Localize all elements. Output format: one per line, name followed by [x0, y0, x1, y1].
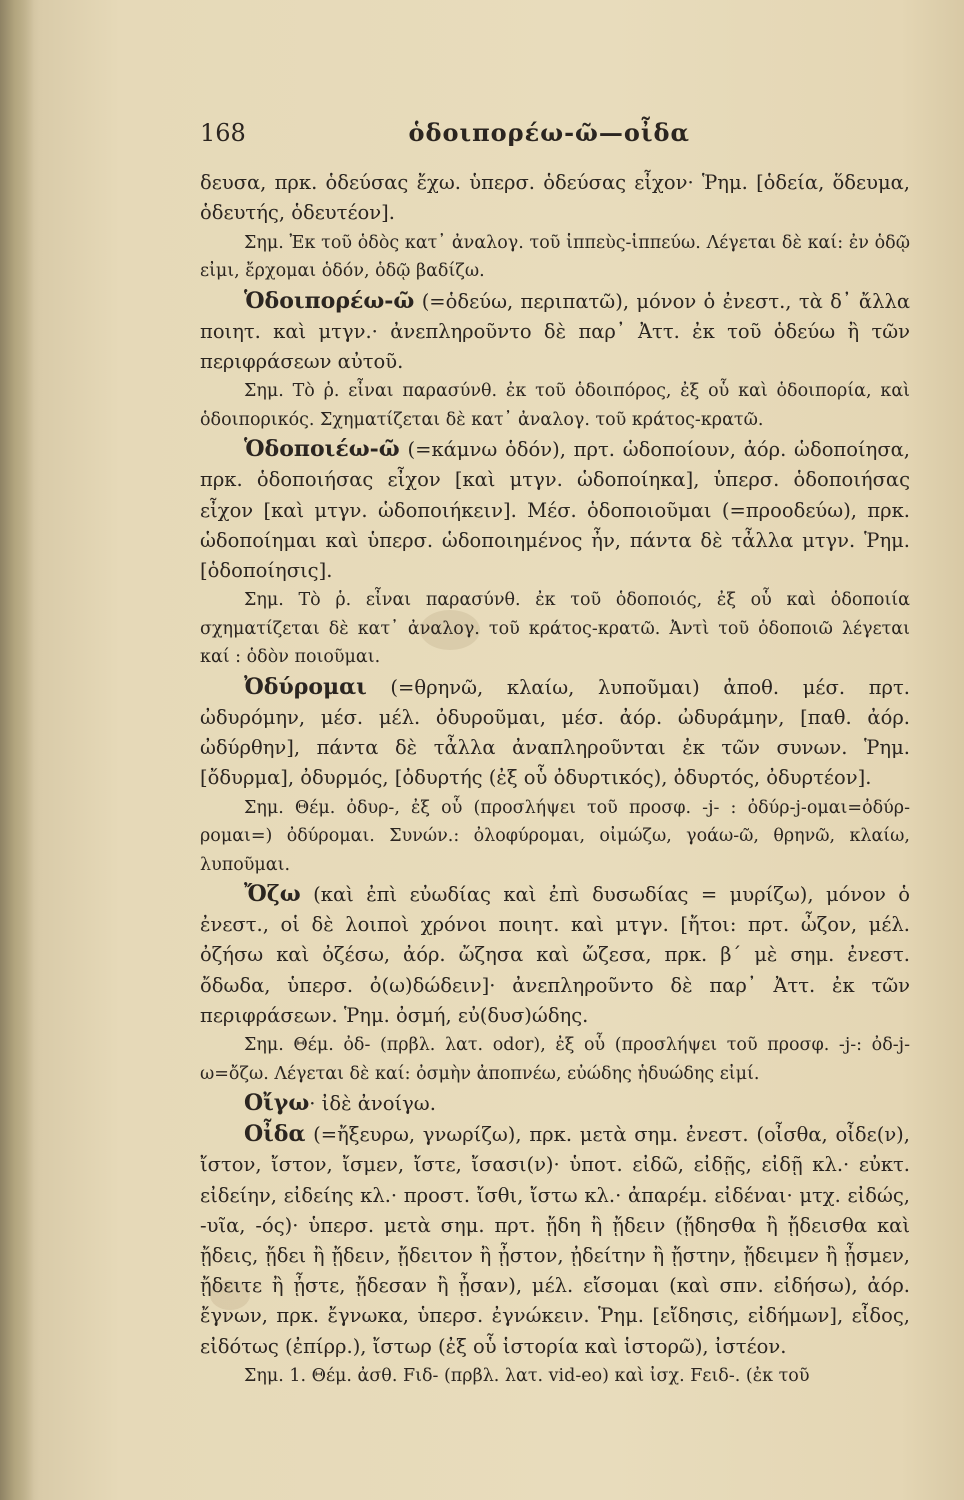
entry-headword: Ὁδοιπορέω-ῶ	[244, 287, 415, 314]
entry-headword: Ὄζω	[244, 881, 301, 908]
entry-body: (καὶ ἐπὶ εὐωδίας καὶ ἐπὶ δυσωδίας = μυρίζω), μόνον ὁ ἐνεστ., οἱ δὲ λοιποὶ χρόνοι ποιητ. καὶ μτγν. [ἤτοι: πρτ. ὦζον, μέλ. ὀζήσω καὶ ὀζέσω, ἀόρ. ὤζησα καὶ ὤζεσα, πρκ. β΄ μὲ σημ. ἐνεστ. ὄδωδα, ὑπερσ. ὀ(ω)δώδειν]· ἀνεπληροῦντο δὲ παρ᾽ Ἀττ. ἐκ τῶν περιφράσεων. Ῥημ. ὀσμή, εὐ(δυσ)ώδης.	[200, 883, 910, 1027]
dictionary-entry	[200, 879, 910, 1031]
dictionary-entry	[200, 1088, 910, 1119]
dictionary-entry	[200, 286, 910, 378]
text-block	[200, 118, 910, 1390]
dictionary-entry	[200, 434, 910, 586]
entry-continuation: δευσα, πρκ. ὁδεύσας ἔχω. ὑπερσ. ὁδεύσας εἶχον· Ῥημ. [ὁδεία, ὅδευμα, ὁδευτής, ὁδευτέον].	[200, 171, 910, 225]
entry-body: (=θρηνῶ, κλαίω, λυποῦμαι) ἀποθ. μέσ. πρτ. ὠδυρόμην, μέσ. μέλ. ὀδυροῦμαι, μέσ. ἀόρ. ὠδυράμην, [παθ. ἀόρ. ὠδύρθην], πάντα δὲ τἆλλα ἀναπληροῦνται ἐκ τῶν συνων. Ῥημ. [ὄδυρμα], ὀδυρμός, [ὀδυρτής (ἐξ οὗ ὀδυρτικός), ὀδυρτός, ὀδυρτέον].	[200, 675, 910, 790]
note-paragraph: Σημ. 1. Θέμ. ἀσθ. Fιδ- (πρβλ. λατ. vid-eo) καὶ ἰσχ. Fειδ-. (ἐκ τοῦ	[244, 1365, 810, 1386]
running-head: ὁδοιπορέω-ῶ—οἶδα	[408, 118, 690, 147]
page-binding-edge	[0, 0, 34, 1500]
entry-headword: Ὁδοποιέω-ῶ	[244, 436, 400, 463]
page-header	[200, 118, 910, 148]
note-paragraph: Σημ. Ἐκ τοῦ ὁδὸς κατ᾽ ἀναλογ. τοῦ ἱππεὺς-ἱππεύω. Λέγεται δὲ καί: ἐν ὁδῷ εἰμι, ἔρχομαι ὁδόν, ὁδῷ βαδίζω.	[200, 232, 910, 282]
entry-body: (=ὁδεύω, περιπατῶ), μόνον ὁ ἐνεστ., τὰ δ᾽ ἄλλα ποιητ. καὶ μτγν.· ἀνεπληροῦντο δὲ παρ᾽ Ἀττ. ἐκ τοῦ ὁδεύω ἢ τῶν περιφράσεων αὐτοῦ.	[200, 289, 910, 374]
note-paragraph: Σημ. Θέμ. ὀδ- (πρβλ. λατ. odor), ἐξ οὗ (προσλήψει τοῦ προσφ. -j-: ὀδ-j-ω=ὄζω. Λέγεται δὲ καί: ὀσμὴν ἀποπνέω, εὐώδης ἡδυώδης εἰμί.	[200, 1035, 910, 1084]
dictionary-entry	[200, 672, 910, 794]
note-paragraph: Σημ. Τὸ ῥ. εἶναι παρασύνθ. ἐκ τοῦ ὁδοποιός, ἐξ οὗ καὶ ὁδοποιία σχηματίζεται δὲ κατ᾽ ἀναλογ. τοῦ κράτος-κρατῶ. Ἀντὶ τοῦ ὁδοποιῶ λέγεται καί : ὁδὸν ποιοῦμαι.	[200, 590, 910, 668]
entry-headword: Οἴγω	[244, 1090, 310, 1117]
entry-headword: Οἶδα	[244, 1121, 306, 1148]
page-number: 168	[200, 119, 246, 147]
note-paragraph: Σημ. Θέμ. ὀδυρ-, ἐξ οὗ (προσλήψει τοῦ προσφ. -j- : ὀδύρ-j-ομαι=ὀδύρ-ρομαι=) ὀδύρομαι. Συνών.: ὀλοφύρομαι, οἰμώζω, γοάω-ῶ, θρηνῶ, κλαίω, λυποῦμαι.	[200, 797, 910, 875]
note-paragraph: Σημ. Τὸ ῥ. εἶναι παρασύνθ. ἐκ τοῦ ὁδοιπόρος, ἐξ οὗ καὶ ὁδοιπορία, καὶ ὁδοιπορικός. Σχηματίζεται δὲ κατ᾽ ἀναλογ. τοῦ κράτος-κρατῶ.	[200, 381, 910, 430]
entry-body: (=ἤξευρω, γνωρίζω), πρκ. μετὰ σημ. ἐνεστ. (οἶσθα, οἶδε(ν), ἴστον, ἴστον, ἴσμεν, ἴστε, ἴσασι(ν)· ὑποτ. εἰδῶ, εἰδῇς, εἰδῇ κλ.· εὐκτ. εἰδείην, εἰδείης κλ.· προστ. ἴσθι, ἴστω κλ.· ἀπαρέμ. εἰδέναι· μτχ. εἰδώς, -υῖα, -ός)· ὑπερσ. μετὰ σημ. πρτ. ᾔδη ἢ ᾔδειν (ᾔδησθα ἢ ᾔδεισθα καὶ ᾔδεις, ᾔδει ἢ ᾔδειν, ᾔδειτον ἢ ᾖστον, ᾐδείτην ἢ ᾔστην, ᾔδειμεν ἢ ᾖσμεν, ᾔδειτε ἢ ᾖστε, ᾔδεσαν ἢ ᾖσαν), μέλ. εἴσομαι (καὶ σπν. εἰδήσω), ἀόρ. ἔγνων, πρκ. ἔγνωκα, ὑπερσ. ἐγνώκειν. Ῥημ. [εἴδησις, εἰδήμων], εἶδος, εἰδότως (ἐπίρρ.), ἴστωρ (ἐξ οὗ ἱστορία καὶ ἱστορῶ), ἰστέον.	[200, 1123, 910, 1358]
dictionary-entry	[200, 1119, 910, 1362]
entry-body: (=κάμνω ὁδόν), πρτ. ὡδοποίουν, ἀόρ. ὡδοποίησα, πρκ. ὁδοποιήσας εἶχον [καὶ μτγν. ὡδοποίηκα], ὑπερσ. ὁδοποιήσας εἶχον [καὶ μτγν. ὡδοποιήκειν]. Μέσ. ὁδοποιοῦμαι (=προοδεύω), πρκ. ὡδοποίημαι καὶ ὑπερσ. ὡδοποιημένος ἦν, πάντα δὲ τἆλλα μτγν. Ῥημ. [ὁδοποίησις].	[200, 438, 910, 583]
entry-headword: Ὀδύρομαι	[244, 673, 367, 700]
entry-body: · ἰδὲ ἀνοίγω.	[309, 1092, 436, 1116]
